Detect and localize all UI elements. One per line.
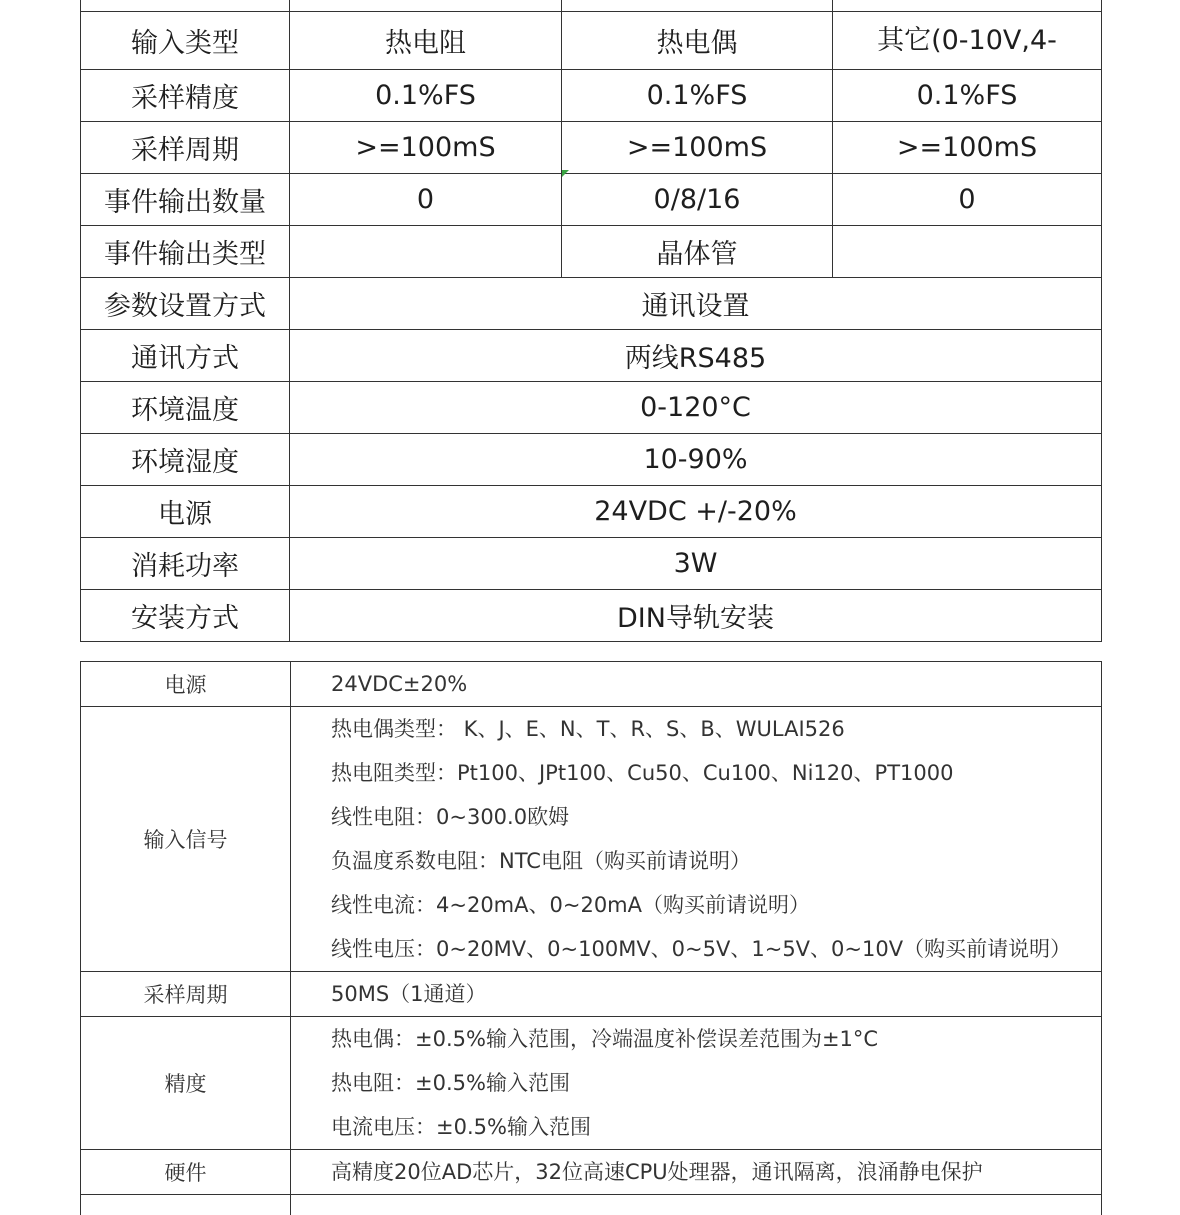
cell-value — [291, 1017, 1102, 1150]
cell-empty — [291, 1195, 1102, 1215]
row-label-accuracy: 精度 — [81, 1017, 291, 1150]
cell-value: 两线RS485 — [290, 330, 1102, 382]
table-row — [81, 707, 1102, 972]
row-label-input-type: 输入类型 — [81, 12, 290, 70]
row-label-mounting: 安装方式 — [81, 590, 290, 642]
row-label-period: 采样周期 — [81, 122, 290, 174]
table-row — [81, 538, 1102, 590]
cell-value — [291, 972, 1102, 1017]
table-row — [81, 434, 1102, 486]
value-line: 电流电压：±0.5%输入范围 — [331, 1105, 1101, 1149]
cell-value — [291, 707, 1102, 972]
table-row — [81, 0, 1102, 12]
cell-thermocouple: 0.1%FS — [562, 70, 833, 122]
table-row — [81, 382, 1102, 434]
cell-thermocouple: 热电偶 — [562, 12, 833, 70]
cell-other: >=100mS — [833, 122, 1102, 174]
table-row — [81, 122, 1102, 174]
cell-value: 通讯设置 — [290, 278, 1102, 330]
cell-value: 0-120°C — [290, 382, 1102, 434]
cell-value — [291, 1150, 1102, 1195]
table-row — [81, 70, 1102, 122]
value-line: 热电偶类型： K、J、E、N、T、R、S、B、WULAI526 — [331, 707, 1101, 751]
cell-rtd: 热电阻 — [290, 12, 562, 70]
cell-empty — [81, 1195, 291, 1215]
row-label-env-humidity: 环境湿度 — [81, 434, 290, 486]
row-label-period: 采样周期 — [81, 972, 291, 1017]
table-row — [81, 590, 1102, 642]
row-label-power: 电源 — [81, 486, 290, 538]
cell-thermocouple: >=100mS — [562, 122, 833, 174]
cell-other — [833, 226, 1102, 278]
cell-empty — [290, 0, 562, 12]
row-label-param-mode: 参数设置方式 — [81, 278, 290, 330]
table-row — [81, 226, 1102, 278]
value-line: 线性电压：0~20MV、0~100MV、0~5V、1~5V、0~10V（购买前请说明） — [331, 927, 1101, 971]
corner-mark — [562, 170, 569, 177]
value-line: 24VDC±20% — [331, 662, 1101, 706]
cell-empty — [833, 0, 1102, 12]
spec-table-main — [80, 0, 1102, 642]
cell-value — [291, 662, 1102, 707]
cell-rtd — [290, 226, 562, 278]
row-label-accuracy: 采样精度 — [81, 70, 290, 122]
value-line: 线性电流：4~20mA、0~20mA（购买前请说明） — [331, 883, 1101, 927]
cell-other: 0.1%FS — [833, 70, 1102, 122]
cell-value: 10-90% — [290, 434, 1102, 486]
table-row — [81, 1195, 1102, 1215]
spec-table-secondary — [80, 661, 1102, 1215]
cell-rtd: >=100mS — [290, 122, 562, 174]
row-label-comm-mode: 通讯方式 — [81, 330, 290, 382]
cell-rtd: 0.1%FS — [290, 70, 562, 122]
value-line: 负温度系数电阻：NTC电阻（购买前请说明） — [331, 839, 1101, 883]
row-label-input-signal: 输入信号 — [81, 707, 291, 972]
cell-other: 其它(0-10V,4- — [833, 12, 1102, 70]
cell-value: 3W — [290, 538, 1102, 590]
table-row — [81, 1150, 1102, 1195]
cell-thermocouple: 晶体管 — [562, 226, 833, 278]
table-row — [81, 174, 1102, 226]
row-label-power: 电源 — [81, 662, 291, 707]
cell-thermocouple: 0/8/16 — [562, 174, 833, 226]
cell-empty — [81, 0, 290, 12]
row-label-consumption: 消耗功率 — [81, 538, 290, 590]
cell-value: DIN导轨安装 — [290, 590, 1102, 642]
row-label-event-type: 事件输出类型 — [81, 226, 290, 278]
row-label-env-temp: 环境温度 — [81, 382, 290, 434]
value-line: 线性电阻：0~300.0欧姆 — [331, 795, 1101, 839]
table-row — [81, 330, 1102, 382]
table-row — [81, 12, 1102, 70]
row-label-event-count: 事件输出数量 — [81, 174, 290, 226]
table-row — [81, 972, 1102, 1017]
table-row — [81, 278, 1102, 330]
table-row — [81, 486, 1102, 538]
cell-rtd: 0 — [290, 174, 562, 226]
value-line: 热电阻类型：Pt100、JPt100、Cu50、Cu100、Ni120、PT1000 — [331, 751, 1101, 795]
value-line: 热电阻：±0.5%输入范围 — [331, 1061, 1101, 1105]
cell-empty — [562, 0, 833, 12]
value-line: 高精度20位AD芯片，32位高速CPU处理器，通讯隔离，浪涌静电保护 — [331, 1150, 1101, 1194]
table-row — [81, 662, 1102, 707]
table-row — [81, 1017, 1102, 1150]
value-line: 50MS（1通道） — [331, 972, 1101, 1016]
cell-other: 0 — [833, 174, 1102, 226]
cell-value: 24VDC +/-20% — [290, 486, 1102, 538]
value-line: 热电偶：±0.5%输入范围，冷端温度补偿误差范围为±1°C — [331, 1017, 1101, 1061]
row-label-hardware: 硬件 — [81, 1150, 291, 1195]
